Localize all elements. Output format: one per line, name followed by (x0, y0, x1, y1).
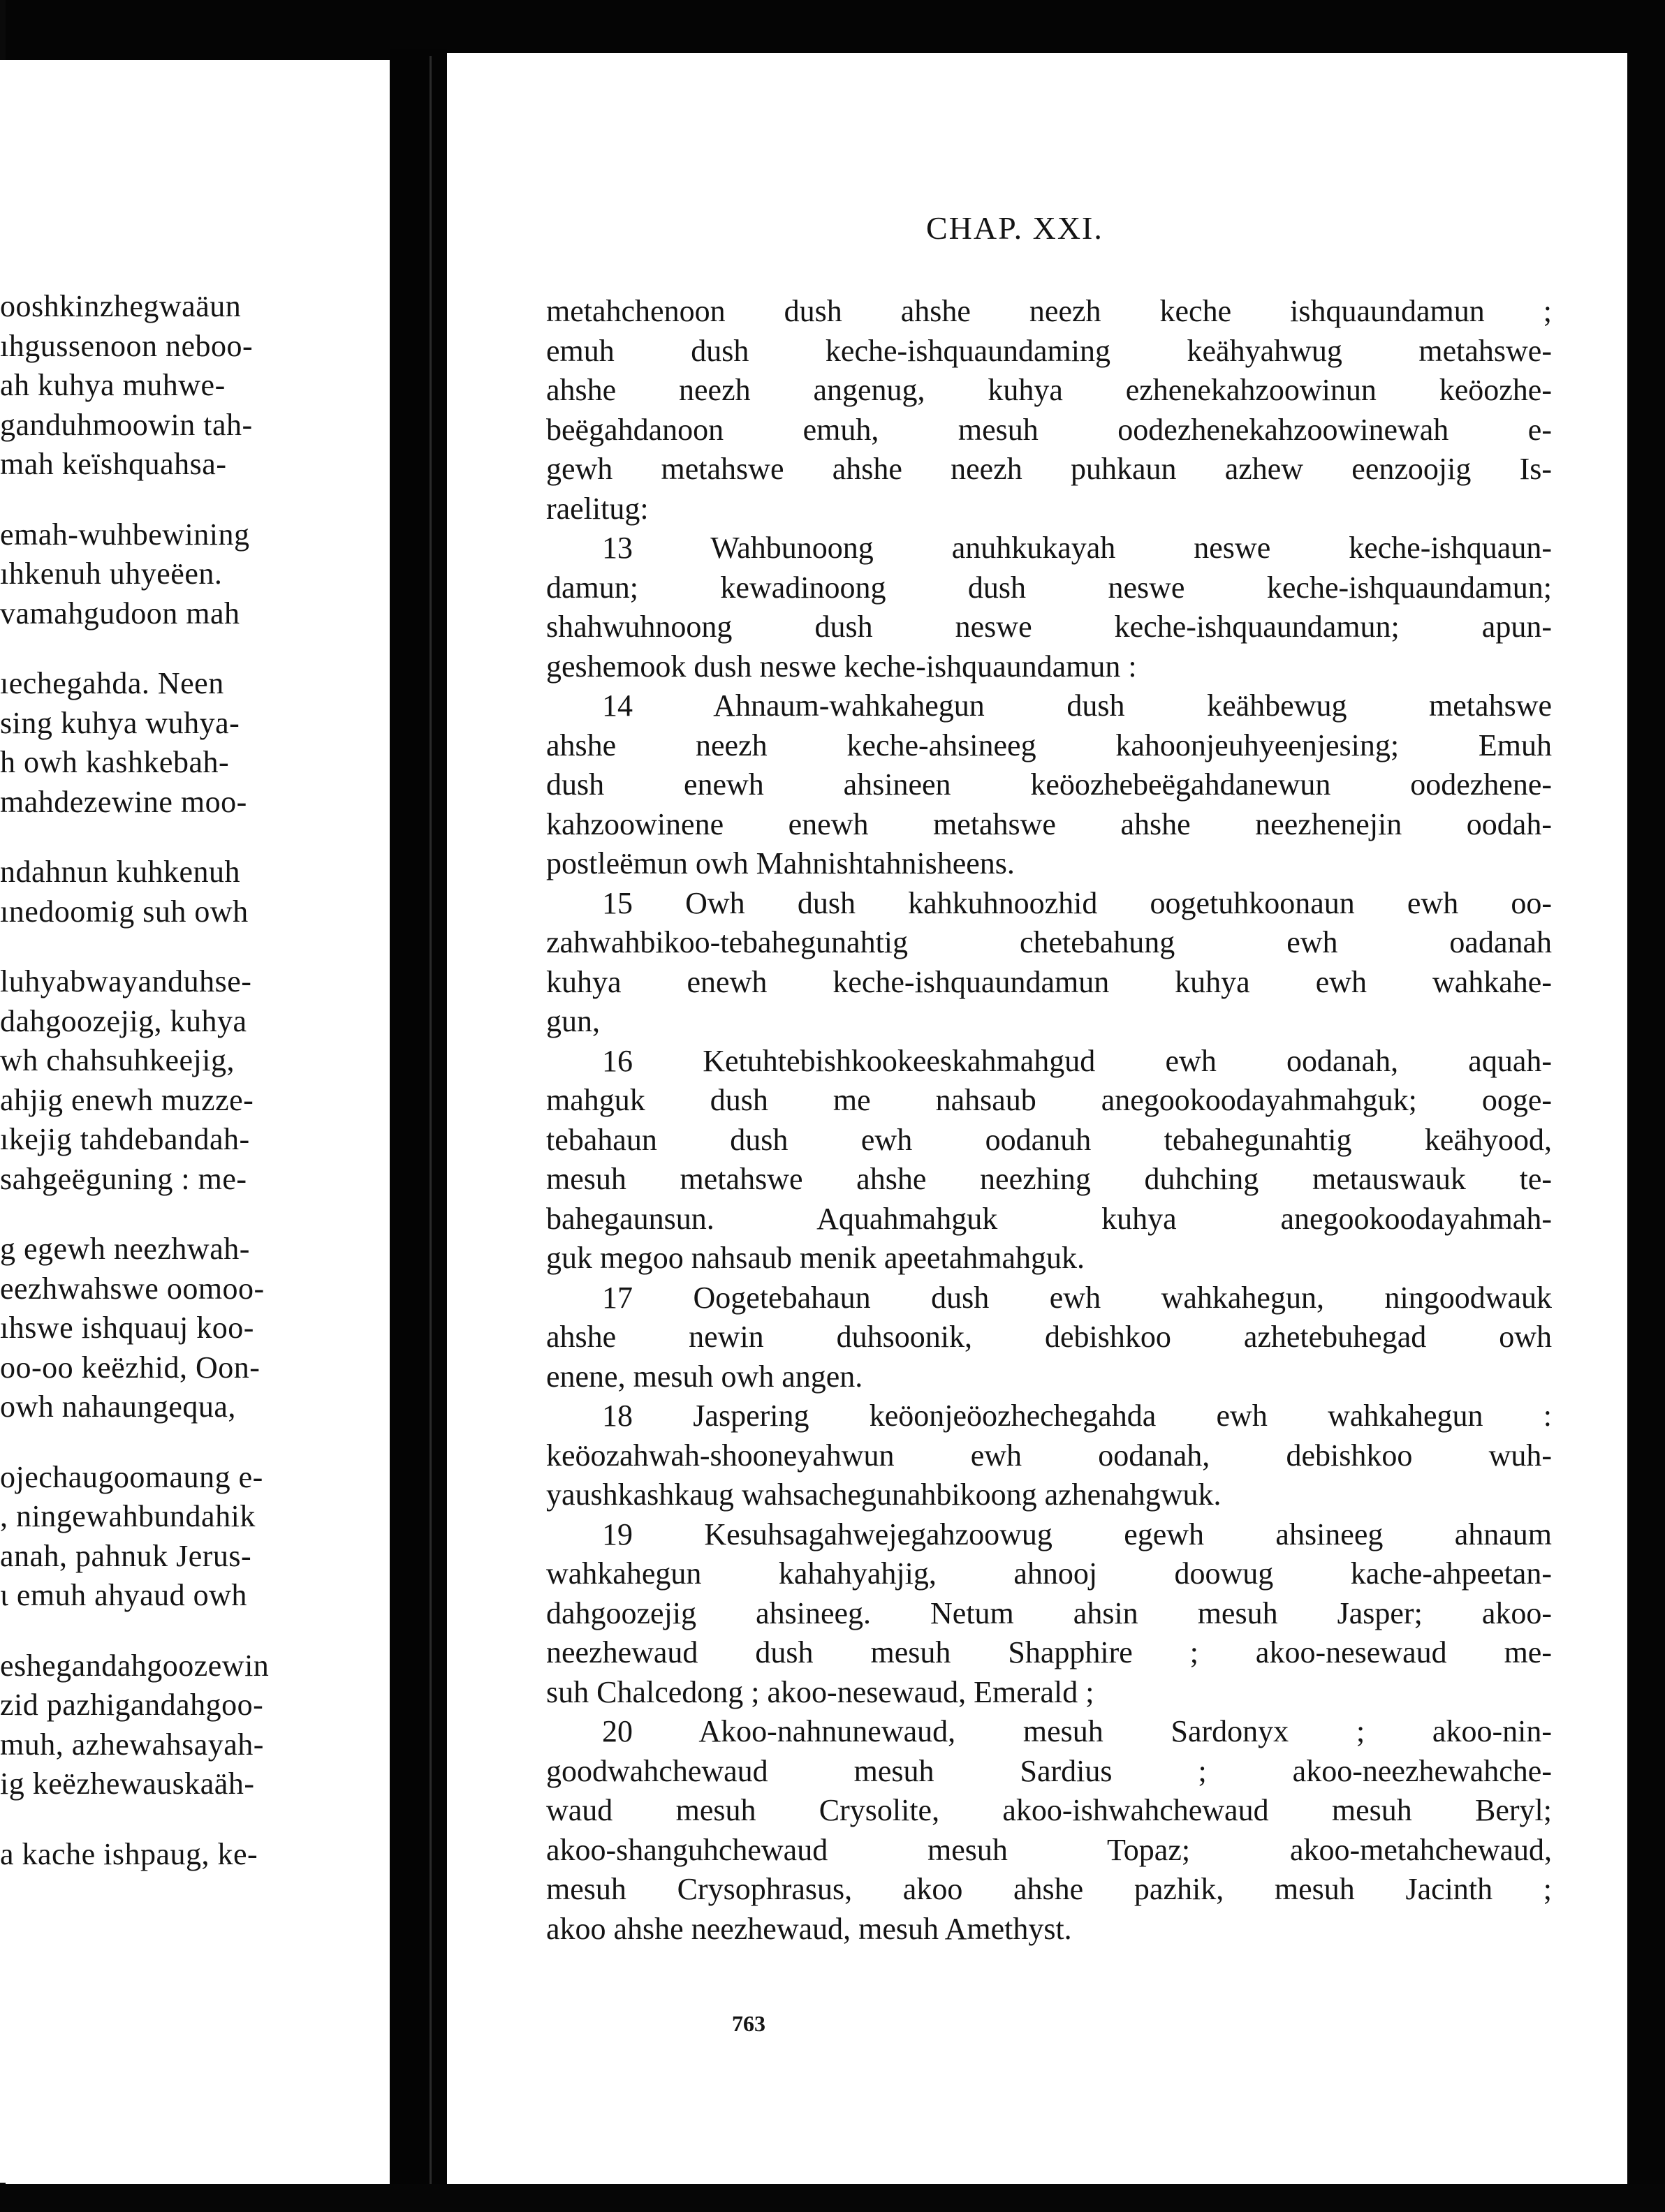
right-text-line: guk megoo nahsaub menik apeetahmahguk. (546, 1241, 1085, 1275)
right-text-line: dush enewh ahsineen keöozhebeëgahdanewun oodezhene- (546, 767, 1552, 802)
left-text-line: eezhwahswe oomoo- (0, 1271, 265, 1306)
right-text-line: gun, (546, 1004, 600, 1038)
right-text-line: 16 Ketuhtebishkookeeskahmahgud ewh oodanah, aquah- (602, 1043, 1552, 1078)
left-text-line: muh, azhewahsayah- (0, 1727, 264, 1762)
right-text-line: yaushkashkaug wahsachegunahbikoong azhenahgwuk. (546, 1477, 1222, 1512)
paragraph-gap (0, 1616, 390, 1646)
left-text-line: ıkejig tahdebandah- (0, 1122, 250, 1156)
left-text-line: ganduhmoowin tah- (0, 407, 253, 442)
right-text-line: kahzoowinene enewh metahswe ahshe neezhenejin oodah- (546, 806, 1552, 841)
right-text-line: 17 Oogetebahaun dush ewh wahkahegun, ningoodwauk (602, 1280, 1552, 1315)
right-text-line: metahchenoon dush ahshe neezh keche ishquaundamun ; (546, 294, 1552, 328)
right-text-line: mahguk dush me nahsaub anegookoodayahmahguk; ooge- (546, 1083, 1552, 1117)
paragraph-gap (0, 1804, 390, 1835)
left-text-line: ıhkenuh uhyeëen. (0, 556, 223, 591)
left-text-line: luhyabwayanduhse- (0, 964, 252, 998)
paragraph-gap (0, 931, 390, 962)
left-text-line: mah keïshquahsa- (0, 447, 227, 481)
right-page-text (546, 292, 1552, 1949)
right-text-line: mesuh Crysophrasus, akoo ahshe pazhik, mesuh Jacinth ; (546, 1872, 1552, 1906)
left-text-line: ooshkinzhegwaäun (0, 289, 242, 323)
right-text-line: neezhewaud dush mesuh Shapphire ; akoo-nesewaud me- (546, 1635, 1552, 1669)
chapter-heading: CHAP. XXI. (926, 210, 1103, 246)
right-text-line: gewh metahswe ahshe neezh puhkaun azhew eenzoojig Is- (546, 452, 1552, 486)
left-text-line: wh chahsuhkeejig, (0, 1043, 235, 1077)
left-text-line: ι emuh ahyaud owh (0, 1578, 247, 1612)
right-text-line: waud mesuh Crysolite, akoo-ishwahchewaud mesuh Beryl; (546, 1793, 1552, 1827)
left-page (0, 60, 390, 2183)
right-text-line: 13 Wahbunoong anuhkukayah neswe keche-ishquaun- (602, 531, 1552, 565)
right-text-line: beëgahdanoon emuh, mesuh oodezhenekahzoowinewah e- (546, 412, 1552, 447)
left-text-line: dahgoozejig, kuhya (0, 1003, 247, 1038)
paragraph-gap (0, 822, 390, 853)
right-text-line: emuh dush keche-ishquaundaming keähyahwug metahswe- (546, 333, 1552, 368)
left-text-line: a kache ishpaug, ke- (0, 1836, 258, 1871)
left-text-line: sahgeëguning : me- (0, 1161, 247, 1196)
right-text-line: 18 Jaspering keöonjeöozhechegahda ewh wahkahegun : (602, 1399, 1552, 1433)
right-text-line: keöozahwah-shooneyahwun ewh oodanah, debishkoo wuh- (546, 1438, 1552, 1473)
right-text-line: wahkahegun kahahyahjig, ahnooj doowug kache-ahpeetan- (546, 1556, 1552, 1591)
left-text-line: oo-oo keëzhid, Oon- (0, 1350, 261, 1385)
spine-shadow (430, 56, 432, 2185)
right-text-line: tebahaun dush ewh oodanuh tebahegunahtig keähyood, (546, 1122, 1552, 1157)
left-text-line: owh nahaungequa, (0, 1389, 236, 1424)
right-text-line: 14 Ahnaum-wahkahegun dush keähbewug metahswe (602, 688, 1552, 723)
left-text-line: ınedoomig suh owh (0, 894, 249, 929)
left-text-line: ahjig enewh muzze- (0, 1082, 254, 1117)
right-text-line: enene, mesuh owh angen. (546, 1359, 863, 1394)
left-text-line: g egewh neezhwah- (0, 1232, 250, 1266)
right-text-line: postleëmun owh Mahnishtahnisheens. (546, 846, 1015, 880)
left-text-line: ojechaugoomaung e- (0, 1459, 263, 1494)
left-text-line: ndahnun kuhkenuh (0, 855, 241, 889)
left-text-line: eshegandahgoozewin (0, 1648, 270, 1683)
right-text-line: suh Chalcedong ; akoo-nesewaud, Emerald ; (546, 1674, 1094, 1709)
left-text-line: mahdezewine moo- (0, 784, 247, 819)
paragraph-gap (0, 1427, 390, 1458)
right-text-line: raelitug: (546, 491, 649, 526)
left-text-line: ıhswe ishquauj koo- (0, 1311, 254, 1345)
right-text-line: akoo ahshe neezhewaud, mesuh Amethyst. (546, 1911, 1072, 1946)
left-text-line: anah, pahnuk Jerus- (0, 1538, 252, 1573)
right-text-line: ahshe neezh keche-ahsineeg kahoonjeuhyeenjesing; Emuh (546, 728, 1552, 762)
left-page-text (0, 287, 390, 1874)
left-text-line: ah kuhya muhwe- (0, 368, 226, 402)
left-text-line: h owh kashkebah- (0, 745, 230, 779)
right-text-line: akoo-shanguhchewaud mesuh Topaz; akoo-metahchewaud, (546, 1832, 1552, 1867)
right-text-line: goodwahchewaud mesuh Sardius ; akoo-neezhewahche- (546, 1753, 1552, 1788)
right-text-line: mesuh metahswe ahshe neezhing duhching metauswauk te- (546, 1162, 1552, 1196)
right-text-line: bahegaunsun. Aquahmahguk kuhya anegookoodayahmah- (546, 1201, 1552, 1236)
right-text-line: ahshe newin duhsoonik, debishkoo azhetebuhegad owh (546, 1320, 1552, 1354)
right-text-line: 15 Owh dush kahkuhnoozhid oogetuhkoonaun ewh oo- (602, 885, 1552, 920)
paragraph-gap (0, 633, 390, 664)
right-text-line: dahgoozejig ahsineeg. Netum ahsin mesuh Jasper; akoo- (546, 1595, 1552, 1630)
left-text-line: emah-wuhbewining (0, 517, 250, 552)
right-text-line: zahwahbikoo-tebahegunahtig chetebahung ewh oadanah (546, 925, 1552, 959)
right-text-line: shahwuhnoong dush neswe keche-ishquaundamun; apun- (546, 610, 1552, 644)
right-text-line: 20 Akoo-nahnunewaud, mesuh Sardonyx ; akoo-nin- (602, 1714, 1552, 1748)
paragraph-gap (0, 485, 390, 515)
left-text-line: ıechegahda. Neen (0, 666, 224, 700)
paragraph-gap (0, 1199, 390, 1230)
right-text-line: ahshe neezh angenug, kuhya ezhenekahzoowinun keöozhe- (546, 373, 1552, 407)
right-text-line: geshemook dush neswe keche-ishquaundamun : (546, 649, 1137, 684)
left-text-line: ig keëzhewauskaäh- (0, 1767, 255, 1801)
scan-border-right (1627, 0, 1665, 2212)
left-text-line: , ningewahbundahik (0, 1499, 256, 1533)
left-text-line: vamahgudoon mah (0, 596, 240, 631)
page-number: 763 (732, 2011, 765, 2036)
right-text-line: 19 Kesuhsagahwejegahzoowug egewh ahsineeg ahnaum (602, 1517, 1552, 1551)
book-gutter (390, 49, 447, 2199)
left-text-line: ıhgussenoon neboo- (0, 328, 254, 363)
left-text-line: zid pazhigandahgoo- (0, 1688, 264, 1722)
scan-border-bottom (0, 2184, 1665, 2212)
left-text-line: sing kuhya wuhya- (0, 705, 240, 740)
right-text-line: kuhya enewh keche-ishquaundamun kuhya ewh wahkahe- (546, 964, 1552, 999)
right-text-line: damun; kewadinoong dush neswe keche-ishquaundamun; (546, 570, 1552, 605)
